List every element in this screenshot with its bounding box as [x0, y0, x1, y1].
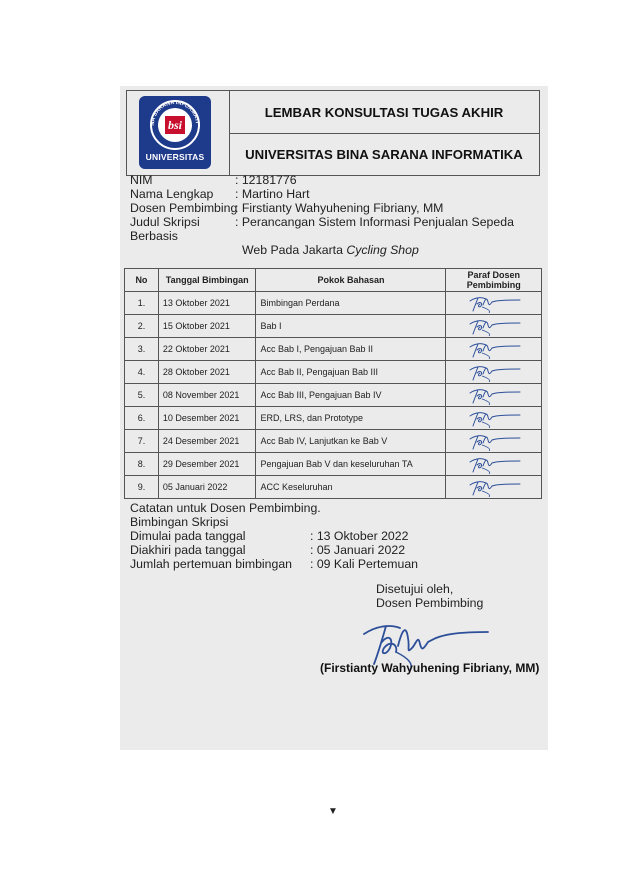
notes-title: Catatan untuk Dosen Pembimbing. [130, 501, 321, 515]
row-signature [446, 338, 542, 361]
table-row [125, 453, 542, 476]
header-table [126, 90, 540, 176]
row-signature [446, 384, 542, 407]
row-date: 24 Desember 2021 [158, 430, 256, 453]
row-signature [446, 292, 542, 315]
row-signature [446, 407, 542, 430]
row-date: 29 Desember 2021 [158, 453, 256, 476]
header-sign: Paraf Dosen Pembimbing [446, 269, 542, 292]
nim-value: : 12181776 [235, 173, 297, 187]
initials-signature [464, 454, 524, 474]
row-no: 9. [125, 476, 159, 499]
row-topic: ERD, LRS, dan Prototype [256, 407, 446, 430]
row-topic: Acc Bab III, Pengajuan Bab IV [256, 384, 446, 407]
initials-signature [464, 316, 524, 336]
table-row [125, 315, 542, 338]
notes-subtitle: Bimbingan Skripsi [130, 515, 229, 529]
initials-signature [464, 408, 524, 428]
name-value: : Martino Hart [235, 187, 310, 201]
name-label: Nama Lengkap [130, 187, 214, 201]
row-no: 7. [125, 430, 159, 453]
end-value: : 05 Januari 2022 [310, 543, 406, 557]
table-row [125, 384, 542, 407]
end-label: Diakhiri pada tanggal [130, 543, 246, 557]
row-topic: Bab I [256, 315, 446, 338]
table-row [125, 430, 542, 453]
advisor-value: : Firstianty Wahyuhening Fibriany, MM [235, 201, 444, 215]
header-date: Tanggal Bimbingan [158, 269, 256, 292]
row-no: 2. [125, 315, 159, 338]
header-no: No [125, 269, 159, 292]
thesis-continuation [242, 243, 419, 257]
initials-signature [464, 339, 524, 359]
row-signature [446, 315, 542, 338]
row-no: 5. [125, 384, 159, 407]
start-value: : 13 Oktober 2022 [310, 529, 409, 543]
thesis-label: Judul Skripsi [130, 215, 200, 229]
count-label: Jumlah pertemuan bimbingan [130, 557, 293, 571]
row-no: 4. [125, 361, 159, 384]
svg-text:bsi: bsi [167, 118, 183, 132]
row-no: 6. [125, 407, 159, 430]
document-title: LEMBAR KONSULTASI TUGAS AKHIR [229, 91, 539, 134]
row-date: 08 November 2021 [158, 384, 256, 407]
row-signature [446, 430, 542, 453]
initials-signature [464, 362, 524, 382]
logo-ring-text: NA SARANA INFORMATI [149, 99, 200, 126]
row-topic: Pengajuan Bab V dan keseluruhan TA [256, 453, 446, 476]
header-topic: Pokok Bahasan [256, 269, 446, 292]
table-header-row [125, 269, 542, 292]
row-date: 15 Oktober 2021 [158, 315, 256, 338]
row-date: 13 Oktober 2021 [158, 292, 256, 315]
row-topic: Acc Bab IV, Lanjutkan ke Bab V [256, 430, 446, 453]
initials-signature [464, 431, 524, 451]
page-marker: ▼ [328, 806, 338, 817]
row-date: 10 Desember 2021 [158, 407, 256, 430]
row-date: 28 Oktober 2021 [158, 361, 256, 384]
table-row [125, 292, 542, 315]
row-signature [446, 361, 542, 384]
row-no: 1. [125, 292, 159, 315]
advisor-label: Dosen Pembimbing [130, 201, 238, 215]
table-row [125, 476, 542, 499]
approver-role: Dosen Pembimbing [376, 596, 484, 610]
row-date: 05 Januari 2022 [158, 476, 256, 499]
row-no: 3. [125, 338, 159, 361]
initials-signature [464, 385, 524, 405]
consultation-table [124, 268, 542, 499]
table-row [125, 338, 542, 361]
table-body [125, 292, 542, 499]
initials-signature [464, 477, 524, 497]
row-signature [446, 453, 542, 476]
approved-by: Disetujui oleh, [376, 582, 454, 596]
thesis-value: : Perancangan Sistem Informasi Penjualan Sepeda [235, 215, 514, 229]
row-no: 8. [125, 453, 159, 476]
table-row [125, 361, 542, 384]
logo-cell [127, 91, 230, 175]
logo-emblem [139, 96, 211, 154]
start-label: Dimulai pada tanggal [130, 529, 246, 543]
thesis-cont-prefix: Web Pada Jakarta [242, 243, 347, 257]
nim-label: NIM [130, 173, 153, 187]
row-topic: Acc Bab II, Pengajuan Bab III [256, 361, 446, 384]
thesis-cont-label: Berbasis [130, 229, 178, 243]
row-topic: Bimbingan Perdana [256, 292, 446, 315]
row-topic: ACC Keseluruhan [256, 476, 446, 499]
row-topic: Acc Bab I, Pengajuan Bab II [256, 338, 446, 361]
university-name: UNIVERSITAS BINA SARANA INFORMATIKA [245, 146, 523, 162]
row-date: 22 Oktober 2021 [158, 338, 256, 361]
row-signature [446, 476, 542, 499]
university-logo [139, 96, 211, 169]
logo-label: UNIVERSITAS [145, 152, 205, 162]
count-value: : 09 Kali Pertemuan [310, 557, 419, 571]
signer-name: (Firstianty Wahyuhening Fibriany, MM) [320, 661, 540, 675]
table-row [125, 407, 542, 430]
initials-signature [464, 293, 524, 313]
thesis-cont-italic: Cycling Shop [346, 243, 419, 257]
